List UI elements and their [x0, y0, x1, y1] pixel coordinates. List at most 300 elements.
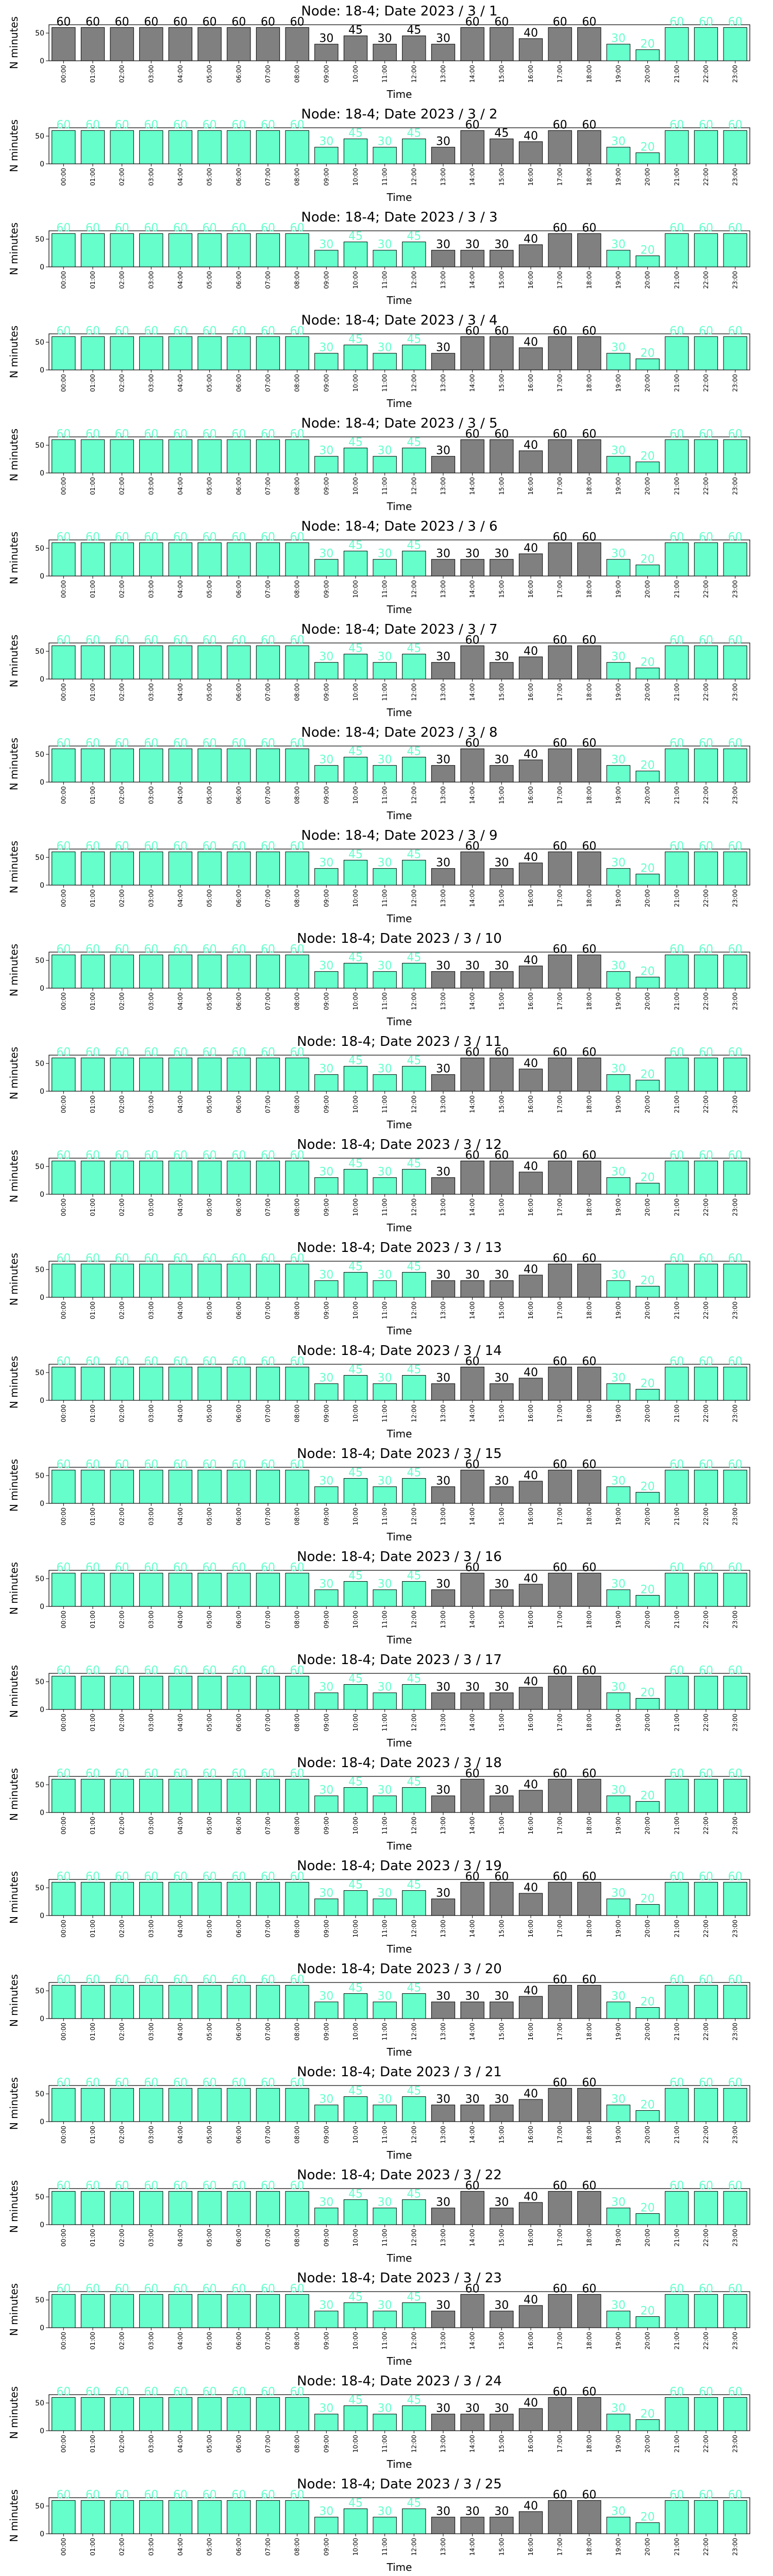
x-tick-label: 14:00 [468, 2229, 476, 2247]
bar [607, 2414, 630, 2431]
bar-value-label: 30 [436, 1681, 450, 1694]
x-tick-label: 15:00 [498, 374, 506, 392]
x-tick-label: 13:00 [440, 2023, 447, 2041]
bar-value-label: 60 [582, 1767, 597, 1781]
x-tick-label: 23:00 [731, 2126, 739, 2144]
bar [578, 2191, 601, 2225]
bar-value-label: 60 [114, 2179, 129, 2193]
bar-value-label: 60 [728, 1664, 743, 1677]
bar-value-label: 60 [728, 840, 743, 853]
x-tick-label: 08:00 [293, 992, 301, 1010]
bar-value-label: 60 [231, 943, 246, 956]
bar [227, 1985, 250, 2019]
bar-value-label: 30 [436, 959, 450, 973]
bar [256, 2088, 279, 2122]
x-tick-label: 05:00 [206, 2126, 213, 2144]
bar [548, 233, 572, 267]
x-tick-label: 09:00 [323, 786, 330, 804]
bar-value-label: 60 [669, 325, 684, 338]
bar [110, 233, 133, 267]
bar-value-label: 60 [465, 1767, 480, 1781]
bar [110, 2397, 133, 2431]
x-tick-label: 08:00 [293, 2538, 301, 2556]
bar [373, 250, 396, 267]
y-axis-label: N minutes [8, 2077, 20, 2130]
bar-value-label: 30 [319, 1578, 334, 1591]
bar-value-label: 60 [290, 1973, 305, 1987]
x-tick-label: 12:00 [410, 580, 418, 598]
chart-title: Node: 18-4; Date 2023 / 3 / 2 [301, 107, 498, 122]
bar-value-label: 60 [465, 1046, 480, 1059]
x-tick-label: 18:00 [585, 1198, 593, 1216]
bar-value-label: 60 [114, 1870, 129, 1884]
y-tick-label: 50 [35, 2296, 44, 2305]
x-tick-label: 06:00 [235, 1404, 243, 1422]
x-tick-label: 22:00 [702, 168, 710, 186]
bar [227, 749, 250, 782]
bar [431, 2208, 455, 2225]
bar-value-label: 30 [494, 1681, 509, 1694]
bar-value-label: 30 [494, 2299, 509, 2312]
x-axis-label: Time [386, 912, 412, 925]
bar-value-label: 20 [640, 244, 655, 257]
x-tick-label: 09:00 [323, 1507, 330, 1526]
x-tick-label: 08:00 [293, 168, 301, 186]
x-tick-label: 00:00 [60, 477, 68, 495]
bar [198, 1985, 221, 2019]
x-tick-label: 08:00 [293, 1198, 301, 1216]
x-tick-label: 17:00 [556, 786, 564, 804]
x-tick-label: 07:00 [264, 683, 272, 701]
y-axis-label: N minutes [8, 119, 20, 173]
y-tick-label: 50 [35, 1884, 44, 1893]
bar-value-label: 60 [290, 118, 305, 132]
bar [402, 139, 426, 164]
bar [607, 1796, 630, 1812]
x-axis-label: Time [386, 191, 412, 204]
chart-title: Node: 18-4; Date 2023 / 3 / 22 [297, 2167, 502, 2183]
bar-value-label: 60 [114, 428, 129, 441]
bar [694, 749, 717, 782]
bar [519, 1790, 542, 1812]
x-tick-label: 09:00 [323, 2229, 330, 2247]
bar [519, 1378, 542, 1400]
x-tick-label: 18:00 [585, 2229, 593, 2247]
y-axis-label: N minutes [8, 1871, 20, 1924]
x-tick-label: 23:00 [731, 168, 739, 186]
bar [694, 1676, 717, 1709]
bar [344, 242, 367, 267]
bar-value-label: 60 [144, 943, 159, 956]
x-tick-label: 04:00 [177, 2126, 184, 2144]
bar-value-label: 60 [552, 737, 567, 750]
x-tick-label: 15:00 [498, 2023, 506, 2041]
bar [373, 2414, 396, 2431]
bar [607, 44, 630, 61]
bar-value-label: 60 [144, 2385, 159, 2399]
x-tick-label: 19:00 [615, 1817, 622, 1835]
x-tick-label: 11:00 [381, 580, 389, 598]
x-tick-label: 17:00 [556, 683, 564, 701]
bar [81, 1779, 104, 1812]
bar [724, 646, 747, 679]
bar-value-label: 60 [465, 1561, 480, 1574]
x-tick-label: 03:00 [147, 1198, 155, 1216]
bar-value-label: 60 [261, 1046, 275, 1059]
bar-value-label: 60 [699, 2488, 713, 2502]
x-tick-label: 19:00 [615, 1714, 622, 1732]
x-axis-label: Time [386, 2046, 412, 2058]
bar-value-label: 60 [114, 840, 129, 853]
bar-value-label: 60 [86, 2385, 100, 2399]
bar [665, 1985, 688, 2019]
bar [169, 336, 192, 370]
x-tick-label: 20:00 [644, 2538, 651, 2556]
chart-title: Node: 18-4; Date 2023 / 3 / 17 [297, 1652, 502, 1668]
bar-value-label: 60 [699, 1355, 713, 1368]
bar-value-label: 60 [261, 1664, 275, 1677]
bar [169, 1470, 192, 1503]
bar-value-label: 20 [640, 1068, 655, 1081]
bar-value-label: 60 [261, 118, 275, 132]
x-tick-label: 13:00 [440, 1404, 447, 1422]
bar-value-label: 60 [582, 1355, 597, 1368]
x-axis-label: Time [386, 2252, 412, 2264]
bar-value-label: 60 [86, 118, 100, 132]
bar [227, 233, 250, 267]
bar-value-label: 60 [202, 2076, 217, 2090]
bar-value-label: 60 [552, 1458, 567, 1471]
x-tick-label: 08:00 [293, 2332, 301, 2350]
bar-value-label: 30 [377, 1268, 392, 1282]
y-tick-label: 0 [40, 1809, 44, 1817]
bar-value-label: 20 [640, 862, 655, 875]
x-tick-label: 19:00 [615, 580, 622, 598]
bar-value-label: 30 [611, 1165, 626, 1179]
x-tick-label: 08:00 [293, 2229, 301, 2247]
bar [344, 2303, 367, 2328]
bar [431, 2311, 455, 2328]
x-tick-label: 09:00 [323, 1198, 330, 1216]
chart-title: Node: 18-4; Date 2023 / 3 / 24 [297, 2374, 502, 2389]
x-tick-label: 20:00 [644, 2435, 651, 2453]
bar [140, 233, 163, 267]
bar-value-label: 60 [202, 1664, 217, 1677]
bar [110, 2088, 133, 2122]
bar-value-label: 60 [582, 1973, 597, 1987]
bar [461, 250, 484, 267]
x-tick-label: 06:00 [235, 992, 243, 1010]
x-tick-label: 02:00 [118, 786, 126, 804]
x-tick-label: 09:00 [323, 889, 330, 907]
x-tick-label: 06:00 [235, 65, 243, 83]
bar-value-label: 60 [202, 325, 217, 338]
x-tick-label: 03:00 [147, 1404, 155, 1422]
bar [81, 2294, 104, 2328]
bar-value-label: 60 [231, 2179, 246, 2193]
x-tick-label: 05:00 [206, 2229, 213, 2247]
bar [169, 1264, 192, 1297]
y-tick-label: 50 [35, 235, 44, 244]
x-tick-label: 11:00 [381, 271, 389, 289]
x-tick-label: 13:00 [440, 374, 447, 392]
bar [724, 1161, 747, 1194]
bar-value-label: 45 [407, 642, 422, 655]
x-axis-label: Time [386, 1840, 412, 1852]
x-tick-label: 21:00 [673, 65, 681, 83]
x-tick-label: 19:00 [615, 1198, 622, 1216]
bar-value-label: 40 [524, 129, 538, 143]
bar [256, 233, 279, 267]
x-tick-label: 12:00 [410, 2023, 418, 2041]
x-tick-label: 13:00 [440, 1714, 447, 1732]
x-tick-label: 14:00 [468, 1507, 476, 1526]
bar-value-label: 60 [173, 1046, 188, 1059]
bar [373, 560, 396, 576]
bar [140, 1161, 163, 1194]
x-tick-label: 00:00 [60, 889, 68, 907]
bar [256, 2500, 279, 2534]
x-tick-label: 08:00 [293, 374, 301, 392]
y-tick-label: 0 [40, 160, 44, 168]
bar-chart-panel [0, 824, 773, 927]
bar [665, 2397, 688, 2431]
bar-chart-panel [0, 2370, 773, 2473]
x-tick-label: 17:00 [556, 477, 564, 495]
bar [81, 130, 104, 164]
x-tick-label: 18:00 [585, 889, 593, 907]
bar-value-label: 30 [611, 1062, 626, 1076]
bar-value-label: 60 [114, 737, 129, 750]
x-tick-label: 09:00 [323, 168, 330, 186]
bar-value-label: 30 [377, 2093, 392, 2106]
y-tick-label: 0 [40, 882, 44, 890]
x-tick-label: 01:00 [89, 1301, 96, 1319]
bar [490, 1693, 513, 1709]
bar-value-label: 30 [436, 1887, 450, 1900]
y-axis-label: N minutes [8, 325, 20, 379]
bar-value-label: 60 [86, 1767, 100, 1781]
bar [490, 560, 513, 576]
x-tick-label: 18:00 [585, 2332, 593, 2350]
bar-value-label: 30 [436, 1165, 450, 1179]
y-tick-label: 50 [35, 854, 44, 862]
y-axis-label: N minutes [8, 428, 20, 482]
x-tick-label: 08:00 [293, 271, 301, 289]
bar-value-label: 60 [669, 1458, 684, 1471]
bar-value-label: 60 [552, 2385, 567, 2399]
bar-chart-panel [0, 1546, 773, 1649]
x-tick-label: 02:00 [118, 2126, 126, 2144]
bar-value-label: 60 [290, 1561, 305, 1574]
bar [198, 1779, 221, 1812]
x-tick-label: 15:00 [498, 1714, 506, 1732]
x-tick-label: 01:00 [89, 580, 96, 598]
bar [285, 1367, 309, 1400]
bar [402, 2303, 426, 2328]
bar-value-label: 60 [582, 2488, 597, 2502]
x-tick-label: 04:00 [177, 1611, 184, 1629]
x-axis-label: Time [386, 809, 412, 822]
bar-chart-panel [0, 721, 773, 824]
bar [665, 955, 688, 988]
x-tick-label: 10:00 [352, 1095, 359, 1113]
bar [81, 2500, 104, 2534]
bar-value-label: 40 [524, 851, 538, 864]
bar-value-label: 30 [611, 238, 626, 251]
x-tick-label: 06:00 [235, 1920, 243, 1938]
bar-value-label: 60 [144, 2076, 159, 2090]
bar-value-label: 60 [290, 1664, 305, 1677]
chart-title: Node: 18-4; Date 2023 / 3 / 1 [301, 4, 498, 19]
bar [227, 1676, 250, 1709]
bar-value-label: 60 [56, 1149, 71, 1162]
y-axis-label: N minutes [8, 2180, 20, 2233]
x-tick-label: 11:00 [381, 2126, 389, 2144]
bar-value-label: 45 [407, 1981, 422, 1995]
bar-value-label: 30 [611, 1475, 626, 1488]
bar [548, 2088, 572, 2122]
bar-value-label: 30 [611, 2299, 626, 2312]
bar [636, 1698, 659, 1709]
bar [256, 2294, 279, 2328]
bar-value-label: 60 [56, 222, 71, 235]
bar [373, 2105, 396, 2122]
bar-value-label: 45 [348, 1260, 363, 1274]
bar-value-label: 40 [524, 748, 538, 761]
x-tick-label: 21:00 [673, 1920, 681, 1938]
bar [636, 256, 659, 267]
y-axis-label: N minutes [8, 222, 20, 276]
bar [461, 1573, 484, 1606]
x-tick-label: 09:00 [323, 683, 330, 701]
bar-value-label: 40 [524, 954, 538, 967]
bar [665, 1573, 688, 1606]
x-tick-label: 08:00 [293, 477, 301, 495]
x-tick-label: 16:00 [527, 1095, 534, 1113]
bar-value-label: 60 [494, 1870, 509, 1884]
x-tick-label: 20:00 [644, 786, 651, 804]
x-tick-label: 09:00 [323, 2126, 330, 2144]
bar-value-label: 20 [640, 2408, 655, 2421]
bar [52, 955, 75, 988]
bar-value-label: 60 [86, 1458, 100, 1471]
x-tick-label: 05:00 [206, 1301, 213, 1319]
x-tick-label: 17:00 [556, 1404, 564, 1422]
y-tick-label: 50 [35, 338, 44, 347]
bar-value-label: 45 [407, 1569, 422, 1583]
bar [636, 49, 659, 61]
bar-value-label: 60 [582, 943, 597, 956]
bar-value-label: 30 [377, 1475, 392, 1488]
x-tick-label: 01:00 [89, 2023, 96, 2041]
x-tick-label: 19:00 [615, 2435, 622, 2453]
bar [519, 245, 542, 267]
bar-value-label: 60 [552, 1252, 567, 1265]
bar [490, 139, 513, 164]
y-tick-label: 50 [35, 1163, 44, 1172]
bar [140, 439, 163, 473]
x-tick-label: 20:00 [644, 1507, 651, 1526]
x-tick-label: 12:00 [410, 477, 418, 495]
x-tick-label: 01:00 [89, 168, 96, 186]
bar [315, 2105, 338, 2122]
bar-value-label: 30 [494, 959, 509, 973]
x-tick-label: 17:00 [556, 1507, 564, 1526]
bar-value-label: 60 [728, 1252, 743, 1265]
bar-value-label: 60 [261, 222, 275, 235]
bar-value-label: 30 [436, 1371, 450, 1385]
x-tick-label: 14:00 [468, 786, 476, 804]
bar-value-label: 60 [114, 1973, 129, 1987]
bar [578, 1161, 601, 1194]
bar-value-label: 60 [202, 531, 217, 544]
bar-value-label: 60 [114, 2385, 129, 2399]
y-tick-label: 50 [35, 442, 44, 450]
bar-value-label: 60 [261, 737, 275, 750]
bar-value-label: 60 [494, 15, 509, 29]
bar [315, 1590, 338, 1606]
bar [578, 27, 601, 61]
x-tick-label: 17:00 [556, 1920, 564, 1938]
bar [665, 1470, 688, 1503]
x-axis-label: Time [386, 1737, 412, 1749]
y-tick-label: 50 [35, 29, 44, 38]
bar-value-label: 30 [465, 1681, 480, 1694]
x-tick-label: 00:00 [60, 1920, 68, 1938]
x-tick-label: 17:00 [556, 2538, 564, 2556]
bar-chart-panel [0, 515, 773, 618]
bar [665, 1058, 688, 1091]
x-tick-label: 15:00 [498, 477, 506, 495]
bar-value-label: 60 [669, 840, 684, 853]
bar-value-label: 30 [377, 650, 392, 664]
bar [724, 543, 747, 576]
bar-value-label: 30 [611, 753, 626, 767]
bar-value-label: 60 [552, 325, 567, 338]
bar-chart-panel [0, 618, 773, 721]
bar-value-label: 60 [582, 2179, 597, 2193]
bar [636, 2007, 659, 2019]
bar-value-label: 30 [494, 1990, 509, 2003]
bar [344, 860, 367, 885]
bar-value-label: 30 [494, 1371, 509, 1385]
bar-value-label: 30 [494, 753, 509, 767]
bar-value-label: 60 [290, 531, 305, 544]
bar-value-label: 60 [290, 2282, 305, 2296]
x-tick-label: 14:00 [468, 65, 476, 83]
x-axis-label: Time [386, 2355, 412, 2367]
bar-value-label: 60 [465, 1870, 480, 1884]
x-tick-label: 22:00 [702, 2229, 710, 2247]
bar-value-label: 60 [290, 1149, 305, 1162]
x-tick-label: 10:00 [352, 2229, 359, 2247]
x-tick-label: 11:00 [381, 65, 389, 83]
bar-value-label: 30 [611, 856, 626, 870]
x-tick-label: 03:00 [147, 271, 155, 289]
y-tick-label: 50 [35, 2090, 44, 2099]
bar-value-label: 30 [494, 238, 509, 251]
bar-value-label: 60 [144, 222, 159, 235]
bar-value-label: 60 [669, 1252, 684, 1265]
x-tick-label: 11:00 [381, 786, 389, 804]
bar-value-label: 30 [319, 959, 334, 973]
y-tick-label: 50 [35, 2399, 44, 2408]
y-tick-label: 0 [40, 1088, 44, 1096]
bar [227, 646, 250, 679]
x-tick-label: 23:00 [731, 477, 739, 495]
bar [607, 2105, 630, 2122]
